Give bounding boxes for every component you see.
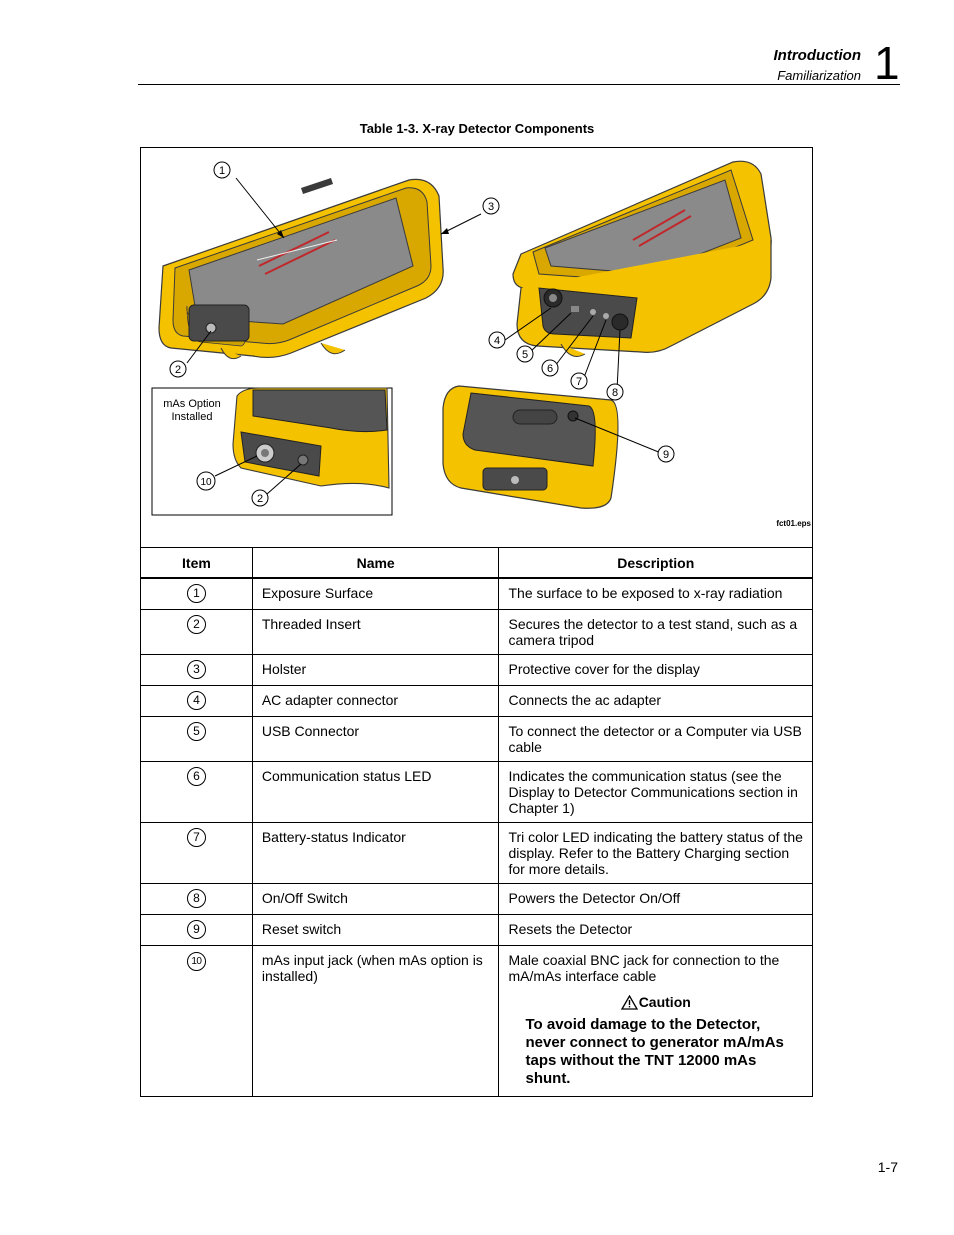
component-description: Tri color LED indicating the battery status of the display. Refer to the Battery Charging section for more details. (499, 823, 813, 884)
chapter-number: 1 (874, 37, 900, 89)
component-name: mAs input jack (when mAs option is installed) (252, 946, 499, 1097)
item-number-badge: 7 (187, 828, 206, 847)
callout-4 (489, 332, 505, 348)
svg-text:4: 4 (493, 335, 501, 347)
svg-text:2: 2 (256, 493, 264, 505)
detector-rear-illustration (505, 161, 771, 390)
callout-5 (517, 346, 533, 362)
component-description: Resets the Detector (499, 915, 813, 946)
callout-10 (197, 472, 215, 490)
table-row (141, 884, 813, 915)
component-name: Holster (252, 655, 499, 686)
component-description: Indicates the communication status (see the Display to Detector Communications section in Chapter 1) (499, 762, 813, 823)
detector-underside-illustration (443, 386, 661, 508)
header-item: Item (141, 548, 253, 579)
component-name: Exposure Surface (252, 578, 499, 610)
component-name: Battery-status Indicator (252, 823, 499, 884)
svg-text:10: 10 (200, 477, 212, 488)
component-description: The surface to be exposed to x-ray radiation (499, 578, 813, 610)
item-number-badge: 2 (187, 615, 206, 634)
component-name: Threaded Insert (252, 610, 499, 655)
svg-text:8: 8 (611, 387, 619, 399)
table-row (141, 915, 813, 946)
item-number-badge: 10 (187, 952, 206, 971)
inset-label-line2: Installed (171, 411, 213, 423)
table-row (141, 717, 813, 762)
components-table (140, 547, 813, 1097)
component-description: Protective cover for the display (499, 655, 813, 686)
component-description: Male coaxial BNC jack for connection to the mA/mAs interface cable (508, 952, 780, 984)
page-number: 1-7 (877, 1159, 898, 1175)
component-description: Connects the ac adapter (499, 686, 813, 717)
table-row (141, 686, 813, 717)
section-title: Introduction (773, 47, 861, 64)
item-number-badge: 4 (187, 691, 206, 710)
callout-2-inset (252, 490, 268, 506)
callout-9 (658, 446, 674, 462)
detector-figure (140, 147, 813, 548)
component-name: Communication status LED (252, 762, 499, 823)
svg-text:6: 6 (546, 363, 554, 375)
item-number-badge: 3 (187, 660, 206, 679)
component-name: On/Off Switch (252, 884, 499, 915)
warning-icon (621, 995, 638, 1010)
callout-6 (542, 360, 558, 376)
component-name: USB Connector (252, 717, 499, 762)
table-row (141, 946, 813, 1097)
table-row (141, 823, 813, 884)
header-rule (138, 84, 900, 85)
svg-text:7: 7 (575, 376, 583, 388)
table-row (141, 762, 813, 823)
detector-front-illustration (159, 178, 481, 363)
header-description: Description (499, 548, 813, 579)
table-caption: Table 1-3. X-ray Detector Components (359, 121, 595, 136)
svg-text:3: 3 (487, 201, 495, 213)
callout-7 (571, 373, 587, 389)
figure-file-label: fct01.eps (776, 519, 811, 528)
header-name: Name (252, 548, 499, 579)
callout-8 (607, 384, 623, 400)
component-description: To connect the detector or a Computer via USB cable (499, 717, 813, 762)
table-row (141, 610, 813, 655)
component-description: Secures the detector to a test stand, such as a camera tripod (499, 610, 813, 655)
table-row (141, 578, 813, 610)
inset-label-line1: mAs Option (163, 398, 221, 410)
svg-text:9: 9 (662, 449, 670, 461)
table-row (141, 655, 813, 686)
item-number-badge: 1 (187, 584, 206, 603)
svg-text:1: 1 (218, 165, 226, 177)
component-description: Powers the Detector On/Off (499, 884, 813, 915)
component-name: AC adapter connector (252, 686, 499, 717)
item-number-badge: 6 (187, 767, 206, 786)
subsection-title: Familiarization (777, 68, 861, 83)
caution-title: Caution (638, 994, 691, 1010)
callout-1 (214, 162, 230, 178)
caution-heading (508, 994, 803, 1010)
callout-2 (170, 361, 186, 377)
item-number-badge: 8 (187, 889, 206, 908)
svg-text:5: 5 (521, 349, 529, 361)
item-number-badge: 5 (187, 722, 206, 741)
component-description-cell (499, 946, 813, 1097)
caution-text: To avoid damage to the Detector, never connect to generator mA/mAs taps without the TNT 12000 mAs shunt. (525, 1016, 784, 1087)
component-name: Reset switch (252, 915, 499, 946)
item-number-badge: 9 (187, 920, 206, 939)
table-header-row (141, 548, 813, 579)
svg-text:2: 2 (174, 364, 182, 376)
callout-3 (483, 198, 499, 214)
